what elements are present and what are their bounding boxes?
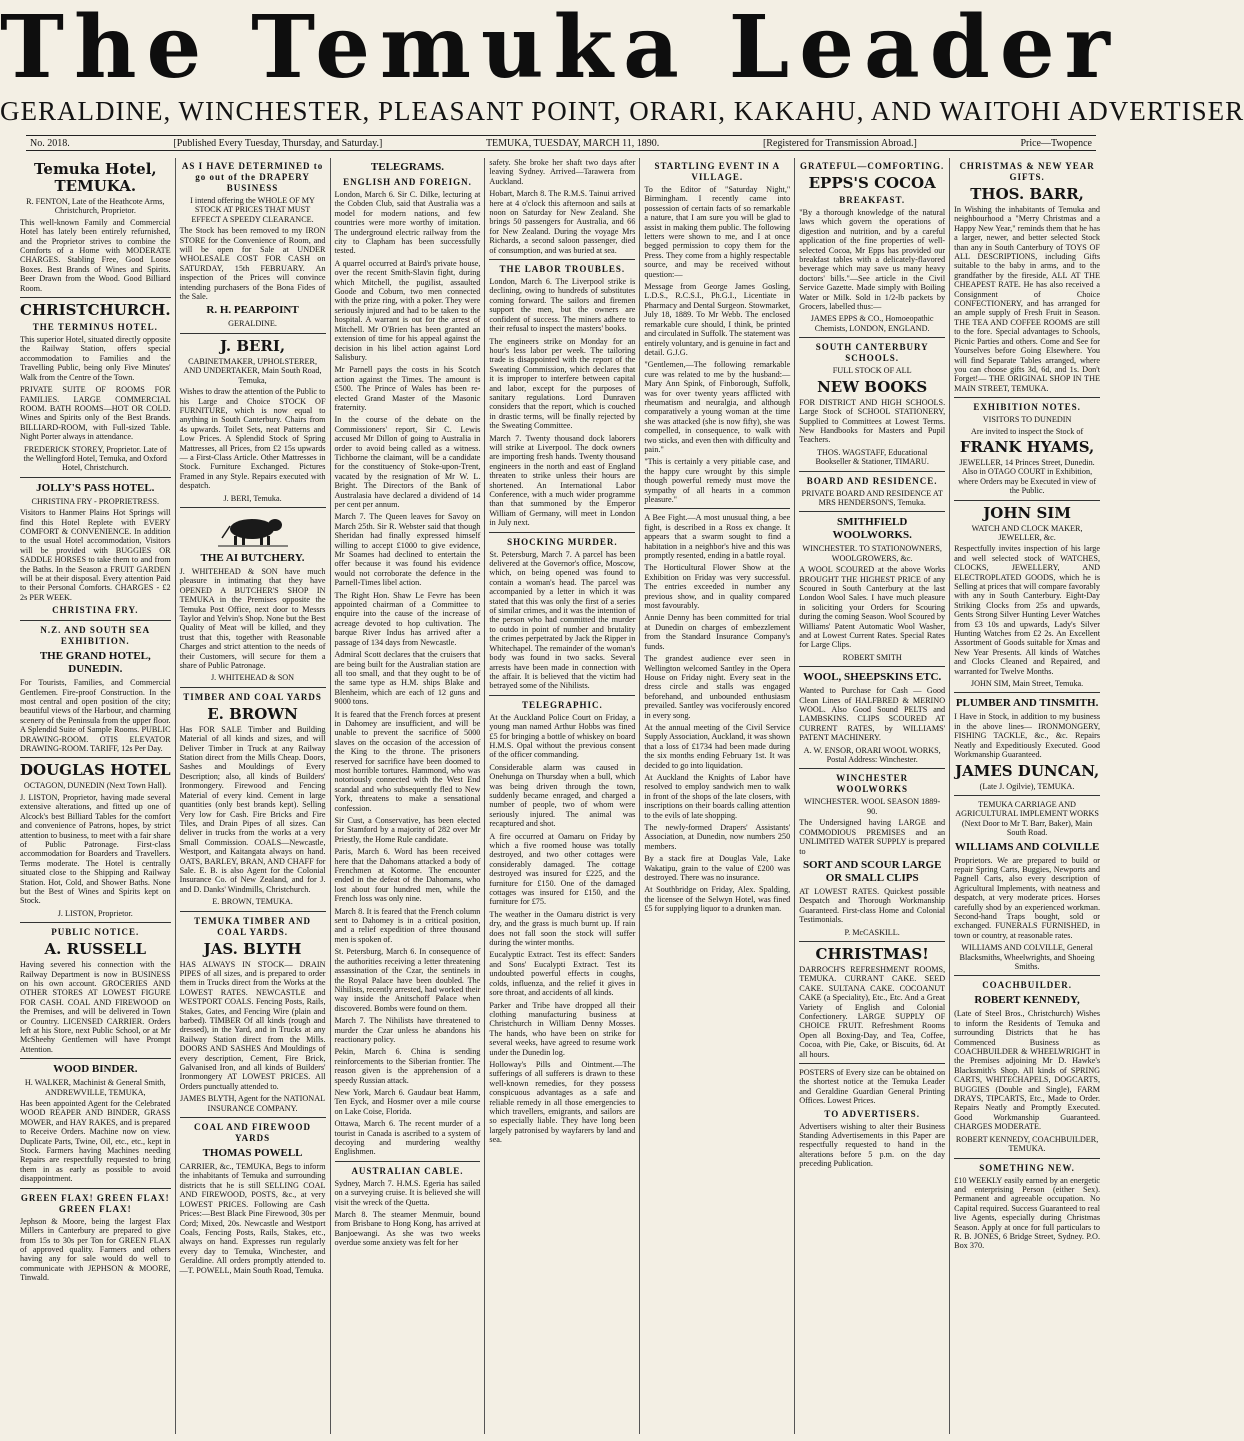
ad-text: OCTAGON, DUNEDIN (Next Town Hall).: [23, 781, 167, 791]
publication-schedule: [Published Every Tuesday, Thursday, and Saturday.]: [173, 137, 383, 149]
news-paragraph: A fire occurred at Oamaru on Friday by which a five roomed house was totally destroyed, and two other cottages were considerably damaged. The cottage destroyed was insured for £225, and the furniture for £150. One of the damaged cottages was insured for £150, and the furniture for £75.: [489, 831, 636, 907]
ad-subheading: BREAKFAST.: [839, 195, 906, 205]
ad-text: P. McCASKILL.: [844, 927, 900, 937]
divider: [954, 397, 1100, 398]
ad-text: THOS. WAGSTAFF, Educational Bookseller & Stationer, TIMARU.: [815, 447, 929, 467]
divider: [20, 1058, 171, 1059]
divider: [954, 692, 1100, 693]
ad-heading: THOS. BARR,: [970, 185, 1084, 203]
ad-subheading: WINCHESTER WOOLWORKS: [836, 773, 909, 795]
news-paragraph: Message from George James Gosling, L.D.S., R.C.S.I., Ph.G.I., Licentiate in Pharmacy and Dental Surgeon. Stowmarket, July 18, 1889. To Mr Webb. The enclosed remarkable cure should, I think, be printed and circulated in Suffolk. The statement was entirely voluntary, and is genuine in fact and detail. G.J.G.: [644, 282, 791, 357]
news-paragraph: March 8. The steamer Menmuir, bound from Brisbane to Hong Kong, has arrived at Banjoewangi. As she was two weeks overdue some anxiety was felt for her: [334, 1210, 481, 1248]
ad-heading: CHRISTMAS!: [815, 944, 929, 963]
section-heading: STARTLING EVENT IN A VILLAGE.: [654, 161, 781, 182]
ad-text: WINCHESTER. TO STATIONOWNERS, WOOLGROWERS, &c.: [802, 544, 942, 563]
divider: [20, 757, 171, 758]
ad-text: POSTERS of Every size can be obtained on the shortest notice at the Temuka Leader and Geraldine Guardian General Printing Offices. Lowest Prices.: [799, 1068, 946, 1106]
section-heading: THE LABOR TROUBLES.: [499, 264, 626, 275]
ad-heading: THE GRAND HOTEL, DUNEDIN.: [39, 650, 151, 676]
news-paragraph: To the Editor of "Saturday Night," Birmingham. I recently came into possession of certain facts of so remarkable a nature, that I am sure you will be glad to assist in making them public. The following letters were shown to me, and I at once begged permission to copy them for the Press. They come from a highly respectable source, and may be received without question:—: [644, 185, 791, 279]
divider: [20, 1188, 171, 1189]
ad-text: (Late J. Ogilvie), TEMUKA.: [979, 781, 1075, 791]
ad-text: Has been appointed Agent for the Celebrated WOOD REAPER AND BINDER, GRASS MOWER, and HAY RAKES, and is prepared to Receive Orders. Machine now on view. Duplicate Parts, Twine, Oil, etc., etc., kept in Stock. Farmers having Machines needing Repairs are respectfully requested to bring them in as early as possible to avoid disappointment.: [20, 1099, 171, 1184]
ad-text: Jephson & Moore, being the largest Flax Millers in Canterbury are prepared to give from 15s to 30s per Ton for GREEN FLAX of approved quality. Farmers and others having any for sale would do well to communicate with JEPHSON & MOORE, Tinwald.: [20, 1216, 171, 1283]
news-paragraph: The newly-formed Drapers' Assistants' Association, at Dunedin, now numbers 250 members.: [644, 823, 791, 851]
column-1: [16, 158, 176, 1434]
ad-heading: SORT AND SCOUR LARGE OR SMALL CLIPS: [802, 858, 942, 884]
ad-text: Wishes to draw the attention of the Public to his Large and Choice STOCK OF FURNITURE, which is now equal to anything in South Canterbury. Chairs from 4s upwards. Toilet Sets, neat Patterns and Low Prices. A Splendid Stock of Spring Mattresses, all Prices, from £2 15s upwards — a First-Class Article. Other Mattresses in Stock. Furniture Exchanged. Pictures Framed in any Style. Repairs executed with despatch.: [179, 387, 326, 491]
ad-heading: THOMAS POWELL: [202, 1147, 303, 1160]
news-paragraph: St. Petersburg, March 6. In consequence of the authorities receiving a letter threatening assassination of the Czar, the sentinels in the Royal Palace have been doubled. The Nihilists, recently arrested, had worked their way inside the Anitschoff Palace when discovered. Bombs were found on them.: [334, 947, 481, 1013]
section-subheading: ENGLISH AND FOREIGN.: [343, 177, 472, 187]
column-6: [795, 158, 950, 1434]
ad-heading: WILLIAMS AND COLVILLE: [954, 840, 1100, 853]
ad-text: VISITORS TO DUNEDIN: [982, 415, 1072, 425]
news-paragraph: The grandest audience ever seen in Wellington welcomed Santley in the Opera House on Friday night. Every seat in the dress circle and stalls was engaged beforehand, and unbounded enthusiasm prevailed. Santley was vociferously encored in every song.: [644, 654, 791, 720]
ad-text: The Undersigned having LARGE and COMMODIOUS PREMISES and an UNLIMITED WATER SUPPLY is prepared to: [799, 818, 946, 856]
ad-text: DARROCH'S REFRESHMENT ROOMS, TEMUKA. CURRANT CAKE. SEED CAKE. SULTANA CAKE. COCOANUT CAKE (a Speciality), Etc., Etc. And a Great Variety of English and Colonial Confectionery. LARGE SUPPLY OF CHOICE FRUIT. Refreshment Rooms Open all Boxing-Day, and Tea, Coffee, Cocoa, with Pie, Cake, or Biscuits, 6d. At all hours.: [799, 964, 946, 1059]
news-paragraph: St. Petersburg, March 7. A parcel has been delivered at the Governor's office, Moscow, which, on being opened was found to contain a woman's head. The parcel was accompanied by a letter in which it was stated that this was only the first of a series of similar crimes, and it was the intention of the person who had committed the murder to outdo in point of number and brutality the crimes perpetrated by Jack the Ripper in Whitechapel. The remainder of the woman's body was found in two sacks. Several arrests have been made in connection with the affair. It is believed that the victim had betrayed some of the Nihilists.: [489, 549, 636, 691]
news-paragraph: At the annual meeting of the Civil Service Supply Association, Auckland, it was shown that a loss of £1734 had been made during the six months ending February 1st. It was decided to go into liquidation.: [644, 722, 791, 770]
divider: [799, 941, 945, 942]
ad-text: WINCHESTER. WOOL SEASON 1889-90.: [804, 797, 941, 816]
ad-subheading: GRATEFUL—COMFORTING.: [800, 161, 945, 171]
ad-text: GERALDINE.: [228, 319, 277, 329]
ad-text: I Have in Stock, in addition to my business in the above lines— IRONMONGERY, FISHING TACKLE, &c., &c. Repairs Neatly and Expeditiously Executed. Good Workmanship Guaranteed.: [954, 712, 1101, 760]
ad-text: FULL STOCK OF ALL: [832, 366, 912, 376]
news-paragraph: At the Auckland Police Court on Friday, a young man named Arthur Hobbs was fined £5 for bringing a bottle of whiskey on board H.M.S. Opal without the previous consent of the officer commanding.: [489, 712, 636, 760]
section-heading: AUSTRALIAN CABLE.: [351, 1165, 464, 1176]
ad-heading: E. BROWN: [207, 704, 298, 723]
divider: [489, 259, 635, 260]
ad-text: J. BERI, Temuka.: [223, 493, 282, 503]
ad-heading: CHRISTCHURCH.: [20, 301, 171, 320]
ad-text: J. WHITEHEAD & SON have much pleasure in intimating that they have OPENED A BUTCHER'S SHOP IN TEMUKA in the Premises opposite the Temuka Post Office, next door to Messrs Taylor and Yelvin's Shop. None but the Best Quality of Meat will be killed, and they trust that this, together with Reasonable Charges and strict attention to the needs of their Customers, will secure for them a share of Public Patronage.: [179, 566, 326, 671]
ad-text: A WOOL SCOURED at the above Works BROUGHT THE HIGHEST PRICE of any Scoured in South Canterbury at the last London Wool Sales. I have much pleasure in soliciting your Orders for Scouring during the coming Season. Wool Scoured by Williams' Patent Automatic Wool Washer, and at Lowest Current Rates. Special Rates for Large Clips.: [799, 565, 946, 650]
ad-heading: J. BERI,: [219, 336, 286, 355]
divider: [799, 337, 945, 338]
ad-heading: SMITHFIELD WOOLWORKS.: [832, 516, 912, 542]
divider: [489, 695, 635, 696]
divider: [489, 532, 635, 533]
divider: [180, 911, 326, 912]
ad-text: Has FOR SALE Timber and Building Material of all kinds and sizes, and will Deliver Timber in Truck at any Railway Station direct from the Mills Cheap. Doors, Sashes and Mouldings of Every Description; also, all kinds of Builders' Ironmongery. Firewood and Fencing Material of every kind. Cement in large quantities (only best brands kept). Selling Very low for Cash. Fire Bricks and Fire Tiles, and Drain Pipes of all sizes. Can deliver in trucks from the works at a very Small Commission. COALS—Newcastle, Westport, and Kaitangata always on hand. OATS, BARLEY, BRAN, AND CHAFF for Sale. E. B. is also Agent for the Colonial Insurance Co. of New Zealand, and for J. and D. Danks' Windmills, Christchurch.: [179, 724, 326, 894]
ad-subheading: COACHBUILDER.: [982, 980, 1072, 991]
issue-number: No. 2018.: [30, 137, 70, 149]
ad-heading: A. RUSSELL: [44, 940, 147, 959]
news-paragraph: Hobart, March 8. The R.M.S. Tainui arrived here at 4 o'clock this afternoon and sails at noon on Saturday for New Zealand. She brings 50 passengers for Australia, and 66 for New Zealand. During the voyage Mrs Richards, a second saloon passenger, died of consumption, and was buried at sea.: [489, 189, 636, 255]
ad-text: (Late of Steel Bros., Christchurch) Wishes to inform the Residents of Temuka and surrounding Districts that he has Commenced Business as COACHBUILDER & WHEELWRIGHT in the Premises adjoining Mr D. Hawke's Blacksmith's Shop. All kinds of SPRING CARTS, WHITECHAPELS, DOGCARTS, BUGGIES (Double and Single), FARM DRAYS, TIPCARTS, Etc., Made to Order. Repairs Neatly and Promptly Executed. Good Workmanship Guaranteed. CHARGES MODERATE.: [954, 1009, 1101, 1132]
news-paragraph: Eucalyptic Extract. Test its effect: Sanders and Sons' Eucalypti Extract. Test its undoubted powerful effects in coughs, colds, influenza, and the relief it gives in sore throat, and accidents of all kinds.: [489, 950, 636, 998]
ad-text: AT LOWEST RATES. Quickest possible Despatch and Thorough Workmanship Guaranteed. First-class Home and Colonial Testimonials.: [799, 886, 946, 925]
ad-subheading: BOARD AND RESIDENCE.: [806, 475, 938, 486]
ad-subheading: SOUTH CANTERBURY SCHOOLS.: [815, 342, 929, 364]
ad-heading: FRANK HYAMS,: [959, 437, 1095, 456]
news-paragraph: March 8. It is feared that the French column sent to Dahomey is in a critical position, and a relief expedition of three thousand men is spoken of.: [334, 906, 481, 944]
divider: [954, 975, 1100, 976]
divider: [180, 1117, 326, 1118]
divider: [20, 297, 171, 298]
ad-text: CARRIER, &c., TEMUKA, Begs to inform the inhabitants of Temuka and surrounding districts that he is still SELLING COAL AND FIREWOOD, POSTS, &c., at very LOWEST PRICES. Following are Cash Prices:—Best Black Pine Firewood, 30s per Cord; Mixed, 20s. Newcastle and Westport Coals, Fencing Posts, Rails, Stakes, etc., always on hand. Expresses run regularly every day to Temuka, Winchester, and Geraldine. All orders promptly attended to.—T. POWELL, Main South Road, Temuka.: [179, 1162, 326, 1275]
divider: [180, 687, 326, 688]
news-paragraph: In the course of the debate on the Commissioners' report, Sir C. Lewis accused Mr Dillon of going to Australia in order to avoid being called as a witness. Tichborne the claimant, will be a candidate for the constituency of Stoke-upon-Trent, vacated by the resignation of Mr W. L. Bright. The Directors of the Bank of Australasia have declared a dividend of 14 per cent per annum.: [334, 415, 481, 509]
news-paragraph: Mr Parnell pays the costs in his Scotch action against the Times. The amount is £500. The Prince of Wales has been re-elected Grand Master of the Masonic fraternity.: [334, 365, 481, 412]
ad-text: CABINETMAKER, UPHOLSTERER, AND UNDERTAKER, Main South Road, Temuka,: [183, 356, 322, 385]
news-paragraph: safety. She broke her shaft two days after leaving Sydney. Arrived—Tarawera from Auckland.: [489, 158, 636, 186]
divider: [799, 666, 945, 667]
news-paragraph: New York, March 6. Gaudaur beat Hamm, Ten Eyck, and Hosmer over a mile course on Lake Coise, Florida.: [334, 1087, 481, 1116]
ad-text: FREDERICK STOREY, Proprietor. Late of the Wellingford Hotel, Temuka, and Oxford Hotel, Christchurch.: [23, 444, 167, 473]
ad-text: J. LISTON, Proprietor.: [57, 908, 133, 918]
news-paragraph: It is feared that the French forces at present in Dahomey are insufficient, and will be unable to prevent the sacrifice of 5000 slaves on the occasion of the accession of the King to the throne. The prisoners reserved for sacrifice have been doomed to most horrible tortures. Hammond, who was notoriously connected with the West End scandal and who subsequently fled to New York, threatens to make a sensational confession.: [334, 709, 481, 813]
ad-subheading: THE TERMINUS HOTEL.: [32, 322, 158, 333]
issue-date: TEMUKA, TUESDAY, MARCH 11, 1890.: [485, 137, 660, 149]
divider: [20, 477, 171, 478]
ad-text: Are invited to inspect the Stock of: [970, 426, 1084, 436]
ad-heading: PLUMBER AND TINSMITH.: [955, 697, 1099, 710]
ad-text: Wanted to Purchase for Cash — Good Clean Lines of HALFBRED & MERINO WOOL. Also Good Sound PELTS and LAMBSKINS. CLIPS SCOURED AT CURRENT RATES, by WILLIAMS' PATENT MACHINERY.: [799, 686, 946, 743]
ad-subheading: PUBLIC NOTICE.: [51, 927, 140, 938]
divider: [954, 1158, 1100, 1159]
ad-text: A. W. ENSOR, ORARI WOOL WORKS, Postal Address: Winchester.: [803, 745, 941, 765]
divider: [180, 507, 326, 508]
ad-text: Having severed his connection with the Railway Department is now in BUSINESS on his own account. GROCERIES AND OTHER STORES AT LOWEST FIGURE FOR CASH. COAL AND FIREWOOD on the Premises, and will be delivered in Town or Country. LICENSED CARRIER. Orders left at his Store, next Public School, or at Mr McSheehy Gentlemen will have Prompt Attention.: [20, 960, 171, 1054]
ad-heading: JOLLY'S PASS HOTEL.: [36, 481, 155, 494]
news-paragraph: The engineers strike on Monday for an hour's less labor per week. The tailoring trade is disappointed with the report of the Sweating Commission, which declares that it is improper to interfere between capital and labor, except for the purposes of sanitary regulations. Lord Dunraven considers that the report, which is couched in drastic terms, will be finally rejected by the Sweating Committee.: [489, 336, 636, 431]
divider: [644, 508, 790, 509]
news-paragraph: Sydney, March 7. H.M.S. Egeria has sailed on a surveying cruise. It is believed she will visit the wreck of the Quetta.: [334, 1178, 481, 1207]
news-paragraph: "This is certainly a very pitiable case, and the happy cure wrought by this simple though powerful remedy must move the sympathy of all hearts in a common pleasure.": [644, 457, 791, 504]
news-paragraph: March 7. The Queen leaves for Savoy on March 25th. Sir R. Webster said that though Sheridan had finally expressed himself willing to accept £1000 to give evidence, Mr Soames had declined to entertain the offer because it was found his evidence would not corroborate the defence in the Parnell-Times libel action.: [334, 512, 481, 588]
ad-text: H. WALKER, Machinist & General Smith, ANDREWVILLE, TEMUKA,: [24, 1078, 166, 1097]
ad-heading: JOHN SIM: [983, 503, 1071, 522]
ad-text: J. LISTON, Proprietor, having made several extensive alterations, and fitted up one of Alcock's best Billiard Tables for the comfort and convenience of Patrons, hopes, by strict attention to business, to meet with a fair share of Public Patronage. First-class accommodation for Boarders and Travellers. Terms moderate. The Hotel is centrally situated close to the Shipping and Railway Station. Hot, Cold, and Shower Baths. None but the Best of Wines and Spirits kept on Stock.: [20, 792, 171, 906]
ad-text: This well-known Family and Commercial Hotel has lately been entirely refurnished, and the Proprietor strives to combine the Comforts of a Home with MODERATE CHARGES. Stabling Free, Good Loose Boxes. Best Brands of Wines and Spirits. Beer Drawn from the Wood. Good Billiard Room.: [20, 217, 171, 293]
ad-text: This superior Hotel, situated directly opposite the Railway Station, offers special accommodation to Families and the Travelling Public, being only Five Minutes' Walk from the Centre of the Town.: [20, 335, 171, 382]
news-paragraph: By a stack fire at Douglas Vale, Lake Wakatipu, grain to the value of £200 was destroyed. There was no insurance.: [644, 854, 791, 883]
ad-subheading: CHRISTMAS & NEW YEAR GIFTS.: [959, 161, 1095, 182]
news-paragraph: Considerable alarm was caused in Onehunga on Thursday when a bull, which was being driven through the town, suddenly became enraged, and charged a number of people, two of whom were seriously injured. The animal was recaptured and shot.: [489, 762, 636, 829]
ad-text: JOHN SIM, Main Street, Temuka.: [970, 679, 1084, 689]
ad-text: I intend offering the WHOLE OF MY STOCK AT PRICES THAT MUST EFFECT A SPEEDY CLEARANCE.: [190, 196, 315, 224]
ad-text: JAMES BLYTH, Agent for the NATIONAL INSURANCE COMPANY.: [179, 1094, 326, 1113]
divider: [799, 471, 945, 472]
news-paragraph: Pekin, March 6. China is sending reinforcements to the Siberian frontier. The reason given is the apprehension of a speedy Russian attack.: [334, 1047, 481, 1085]
ad-subheading: CHRISTINA FRY.: [52, 605, 139, 616]
news-paragraph: London, March 6. Sir C. Dilke, lecturing at the Cobden Club, said that Australia was a model for modern nations, and few countries were more worthy of imitation. The underground electric railway from the city to Clapham has been successfully tested.: [334, 190, 481, 256]
ad-text: £10 WEEKLY easily earned by an energetic and enterprising Person (either Sex). Permanent and agreeable occupation. No Capital required. Success Guaranteed to real live Agents, especially during Christmas Season. Apply at once for full particulars to R. B. JONES, 6 Bridge Street, Sydney. P.O. Box 370.: [954, 1175, 1101, 1251]
news-paragraph: A Bee Fight.—A most unusual thing, a bee fight, is described in a Ross ex change. It appears that a swarm sought to find a habitation in a neighbor's hive and this was promptly resented, ending in a battle royal.: [644, 513, 791, 561]
dateline: [26, 135, 1096, 151]
news-paragraph: London, March 6. The Liverpool strike is declining, owing to hundreds of substitutes coming forward. The sailors and firemen support the men, but the owners are confident of success. The miners adhere to their refusal to inspect the masters' books.: [489, 277, 636, 334]
news-paragraph: At Auckland the Knights of Labor have resolved to employ sandwich men to walk in front of the shops of the late closers, with inscriptions on their boards calling attention to the evils of late shopping.: [644, 772, 791, 820]
column-3: [331, 158, 486, 1434]
ad-heading: DOUGLAS HOTEL: [20, 761, 171, 780]
section-heading: TELEGRAMS.: [370, 161, 444, 173]
column-7: [950, 158, 1104, 1434]
ad-text: Visitors to Hanmer Plains Hot Springs will find this Hotel Replete with EVERY COMFORT & CONVENIENCE. In addition to the usual Hotel accommodation, Visitors will be provided with BUGGIES OR SADDLE HORSES to take them to and from the Baths. In the Season a FRUIT GARDEN will be at their disposal. Every attention Paid to their Personal Comforts. CHARGES - £2 2s PER WEEK.: [20, 508, 171, 602]
ad-subheading: TO ADVERTISERS.: [824, 1108, 920, 1119]
divider: [180, 333, 326, 334]
ad-text: PRIVATE BOARD AND RESIDENCE AT MRS HENDERSON'S, Temuka.: [801, 488, 943, 507]
news-paragraph: Ottawa, March 6. The recent murder of a tourist in Canada is ascribed to a system of decoying and murdering wealthy Englishmen.: [334, 1119, 481, 1157]
divider: [799, 768, 945, 769]
news-paragraph: Parker and Tribe have dropped all their clothing manufacturing business at Christchurch in William Denny Mosses. The hands, who have been on strike for several weeks, have agreed to resume work under the Dunedin log.: [489, 1000, 636, 1057]
ad-text: Respectfully invites inspection of his large and well selected stock of WATCHES, CLOCKS, JEWELLERY, AND ELECTROPLATED GOODS, which he is Selling at prices that will compare favorably with any in South Canterbury. Eight-Day Striking Clocks from 25s and upwards, Gents Strong Silver Hunting Lever Watches from £3 10s and upwards, Lady's Silver Hunting Watches from £2 2s. An Excellent Assortment of Goods suitable for Xmas and New Year Presents. All kinds of Watches and Clocks Cleaned and Repaired, and warranted for Twelve Months.: [954, 544, 1101, 676]
newspaper-title: The Temuka Leader: [0, 0, 1120, 98]
ad-text: HAS ALWAYS IN STOCK— DRAIN PIPES of all sizes, and is prepared to order them in Trucks direct from the Works at the LOWEST RATES. NEWCASTLE and WESTPORT COALS. Fencing Posts, Rails, Stakes, Gates, and Fencing Wire (plain and barbed). TIMBER Of all kinds (rough and dressed), in the Yard, and in Trucks at any Railway Station direct from the Mills. DOORS AND SASHES And Mouldings of every description, Cement, Fire Brick, Galvanised Iron, and all kinds of Builders' Ironmongery AT LOWEST PRICES. All Orders punctually attended to.: [179, 959, 326, 1091]
ad-text: Proprietors. We are prepared to build or repair Spring Carts, Buggies, Newports and Pagnell Carts, also every description of Agricultural Implements, with neatness and despatch, at very moderate prices. Horses carefully shod by an experienced workman. Second-hand Traps bought, sold or exchanged. FUNERALS FURNISHED, in town or country, at reasonable rates.: [954, 855, 1101, 940]
ad-subheading: TIMBER AND COAL YARDS: [183, 691, 322, 702]
ad-text: TEMUKA CARRIAGE AND AGRICULTURAL IMPLEMENT WORKS (Next Door to Mr T. Barr, Baker), Main South Road.: [955, 799, 1099, 838]
news-paragraph: Sir Cust, a Conservative, has been elected for Stamford by a majority of 282 over Mr Priestly, the Home Rule candidate.: [334, 816, 481, 844]
ad-text: ROBERT KENNEDY, COACHBUILDER, TEMUKA.: [955, 1134, 1099, 1154]
news-paragraph: Paris, March 6. Word has been received here that the Dahomans attacked a body of Frenchmen at Kotorme. The encounter ended in the defeat of the Dahomans, who lost about four hundred men, while the French loss was only nine.: [334, 847, 481, 904]
ad-heading: Temuka Hotel, TEMUKA.: [33, 160, 157, 195]
ad-text: For Tourists, Families, and Commercial Gentlemen. Fire-proof Construction. In the most central and open position of the city; beautiful views of the Harbour, and charming scenery of the Peninsula from the upper floor. A Splendid Suite of Sample Rooms. PUBLIC DRAWING-ROOM. OTIS ELEVATOR DRAWING-ROOM. TARIFF, 12s Per Day.: [20, 678, 171, 754]
ad-text: The Stock has been removed to my IRON STORE for the Convenience of Room, and will be open for Sale at UNDER WHOLESALE COST FOR CASH on SATURDAY, 15th FEBRUARY. An inspection of the Prices will convince intending purchasers of the Bona Fides of the Sale.: [179, 226, 326, 302]
divider: [799, 1063, 945, 1064]
news-paragraph: Holloway's Pills and Ointment.—The sufferings of all sufferers is drawn to these well-known remedies, for they possess conspicuous advantages as a safe and reliable remedy in all those emergencies to which travellers, emigrants, and sailors are so especially liable. They have long been largely patronised by wayfarers by land and sea.: [489, 1059, 636, 1145]
divider: [20, 922, 171, 923]
ad-subheading: EXHIBITION NOTES.: [973, 402, 1081, 413]
divider: [954, 795, 1100, 796]
ad-subheading: GREEN FLAX! GREEN FLAX! GREEN FLAX!: [20, 1192, 170, 1214]
news-paragraph: Annie Denny has been committed for trial at Dunedin on charges of embezzlement from the Standard Insurance Company's funds.: [644, 613, 791, 651]
ad-text: ROBERT SMITH: [842, 652, 902, 662]
divider: [335, 1161, 481, 1162]
ad-subheading: SOMETHING NEW.: [979, 1162, 1075, 1173]
ad-heading: R. H. PEARPOINT: [206, 304, 299, 317]
ad-heading: JAS. BLYTH: [203, 939, 302, 958]
ad-text: Advertisers wishing to alter their Business Standing Advertisements in this Paper are respectfully requested to hand in the alterations before 5 p.m. on the day preceding Publication.: [799, 1121, 946, 1169]
news-paragraph: March 7. Twenty thousand dock laborers will strike at Liverpool. The dock owners are importing fresh hands. Twenty thousand engineers in the north and east of England threaten to strike unless their hours are shortened. An International Labor Conference, with a much wider programme than that summoned by the Emperor William of Germany, will meet in London in July next.: [489, 433, 636, 528]
registration-note: [Registered for Transmission Abroad.]: [762, 137, 917, 149]
ad-text: CHRISTINA FRY - PROPRIETRESS.: [31, 496, 160, 506]
column-4: [485, 158, 640, 1434]
ad-text: WATCH AND CLOCK MAKER, JEWELLER, &c.: [971, 523, 1083, 542]
ad-text: E. BROWN, TEMUKA.: [212, 897, 293, 907]
ad-text: JAMES EPPS & CO., Homoeopathic Chemists, LONDON, ENGLAND.: [810, 314, 934, 333]
column-2: [176, 158, 331, 1434]
ad-heading: THE AI BUTCHERY.: [200, 551, 305, 564]
divider: [20, 620, 171, 621]
ad-subheading: TEMUKA TIMBER AND COAL YARDS.: [194, 915, 311, 937]
ad-heading: ROBERT KENNEDY,: [974, 994, 1080, 1007]
columns: [16, 158, 1104, 1434]
section-heading: SHOCKING MURDER.: [507, 536, 618, 547]
ad-text: J. WHITEHEAD & SON: [211, 673, 295, 683]
news-paragraph: A quarrel occurred at Baird's private house, over the recent Smith-Slavin fight, during which Mitchell, the pugilist, assaulted Goode and Coburn, two men connected with the prize ring, with a poker. They were seriously injured and had to be taken to the hospital. A warrant is out for the arrest of Mitchell. Mr O'Brien has been granted an extension of time for his appeal against the decision in his libel action against Lord Salisbury.: [334, 258, 481, 362]
ad-text: R. FENTON, Late of the Heathcote Arms, Christchurch, Proprietor.: [26, 197, 165, 216]
ad-heading: WOOD BINDER.: [53, 1063, 138, 1076]
ad-text: WILLIAMS AND COLVILLE, General Blacksmiths, Wheelwrights, and Shoeing Smiths.: [959, 943, 1095, 971]
news-paragraph: The Right Hon. Shaw Le Fevre has been appointed chairman of a Committee to enquire into the cause of the increase of acreage devoted to hop cultivation. The barque River Indus has arrived after a passage of 134 days from Newcastle.: [334, 590, 481, 647]
newspaper-subtitle: GERALDINE, WINCHESTER, PLEASANT POINT, ORARI, KAKAHU, AND WAITOHI ADVERTISER: [0, 96, 1244, 126]
news-paragraph: The Horticultural Flower Show at the Exhibition on Friday was very successful. The entries exceeded in number any previous show, and in quality compared most favourably.: [644, 563, 791, 611]
ad-text: JEWELLER, 14 Princes Street, Dunedin. Also in OTAGO COURT in Exhibition, where Orders may be Executed in view of the Public.: [958, 457, 1097, 496]
divider: [799, 511, 945, 512]
ad-heading: NEW BOOKS: [817, 377, 928, 396]
ad-text: PRIVATE SUITE OF ROOMS FOR FAMILIES. LARGE COMMERCIAL ROOM. BATH ROOMS—HOT OR COLD. Wines and Spirits only of the Best Brands. BILLIARD-ROOM, with Full-sized Table. Night Porter always in attendance.: [20, 385, 171, 442]
ad-subheading: AS I HAVE DETERMINED to go out of the DRAPERY BUSINESS: [181, 161, 324, 193]
column-5: [640, 158, 795, 1434]
ad-heading: EPPS'S COCOA: [808, 174, 936, 192]
ad-subheading: N.Z. AND SOUTH SEA EXHIBITION.: [40, 625, 151, 647]
news-paragraph: At Southbridge on Friday, Alex. Spalding, the licensee of the Selwyn Hotel, was fined £5 for supplying liquor to a drunken man.: [644, 885, 791, 914]
ad-text: "By a thorough knowledge of the natural laws which govern the operations of digestion and nutrition, and by a careful application of the fine properties of well-selected Cocoa, Mr Epps has provided our breakfast tables with a delicately-flavored beverage which may save us many heavy doctors' bills."—See article in the Civil Service Gazette. Made simply with Boiling Water or Milk. Sold in 1/2-lb packets by Grocers, labelled thus:—: [799, 208, 946, 312]
ad-heading: WOOL, SHEEPSKINS ETC.: [803, 671, 942, 684]
section-heading: TELEGRAPHIC.: [521, 699, 603, 710]
news-paragraph: "Gentlemen,—The following remarkable cure was related to me by the husband:—Mary Ann Spink, of Finborough, Suffolk, was for over twenty years afflicted with rheumatism and neuralgia, and although comparatively a young woman at the time she was attacked (she is now fifty), she was compelled, in consequence, to walk with two sticks, and even then with difficulty and pain.": [644, 360, 791, 454]
news-paragraph: The weather in the Oamaru district is very dry, and the grass is much burnt up. If rain does not fall soon the stock will suffer during the winter months.: [489, 909, 636, 948]
ad-subheading: COAL AND FIREWOOD YARDS: [194, 1122, 312, 1144]
bull-illustration: [216, 512, 290, 548]
ad-heading: JAMES DUNCAN,: [954, 761, 1100, 780]
ad-text: FOR DISTRICT AND HIGH SCHOOLS. Large Stock of SCHOOL STATIONERY, Supplied to Committees at Lowest Terms. New Handbooks for Masters and Pupil Teachers.: [799, 397, 946, 445]
news-paragraph: March 7. The Nihilists have threatened to murder the Czar unless he abandons his reactionary policy.: [334, 1016, 481, 1044]
news-paragraph: Admiral Scott declares that the cruisers that are being built for the Australian station are all too small, and that they ought to be of the same type as H.M. ships Blake and Blenheim, which are each of 12 guns and 9000 tons.: [334, 650, 481, 707]
issue-price: Price—Twopence: [1020, 137, 1092, 149]
masthead: [0, 0, 1244, 148]
ad-text: In Wishing the inhabitants of Temuka and neighbourhood a "Merry Christmas and a Happy New Year," reminds them that he has a larger, newer, and better selected Stock than any in South Canterbury of TOYS OF ALL DESCRIPTIONS, including Gifts suitable to the baby in arms, and to the grandfather by the fireside, ALL AT THE CHEAPEST RATE. He has also received a Consignment of Choice CONFECTIONERY, and has arranged for an ample supply of Fresh Fruit in Season. THE TEA AND COFFEE ROOMS are still to the fore. Special advantages to Schools, Picnic Parties and others. Come and See for Yourselves before Going Elsewhere. You will find Separate Tables arranged, where you can choose gifts 3d, 6d, and 1s. Don't Forget!— THE ORIGINAL SHOP IN THE MAIN STREET, TEMUKA.: [954, 205, 1101, 393]
divider: [954, 500, 1100, 501]
